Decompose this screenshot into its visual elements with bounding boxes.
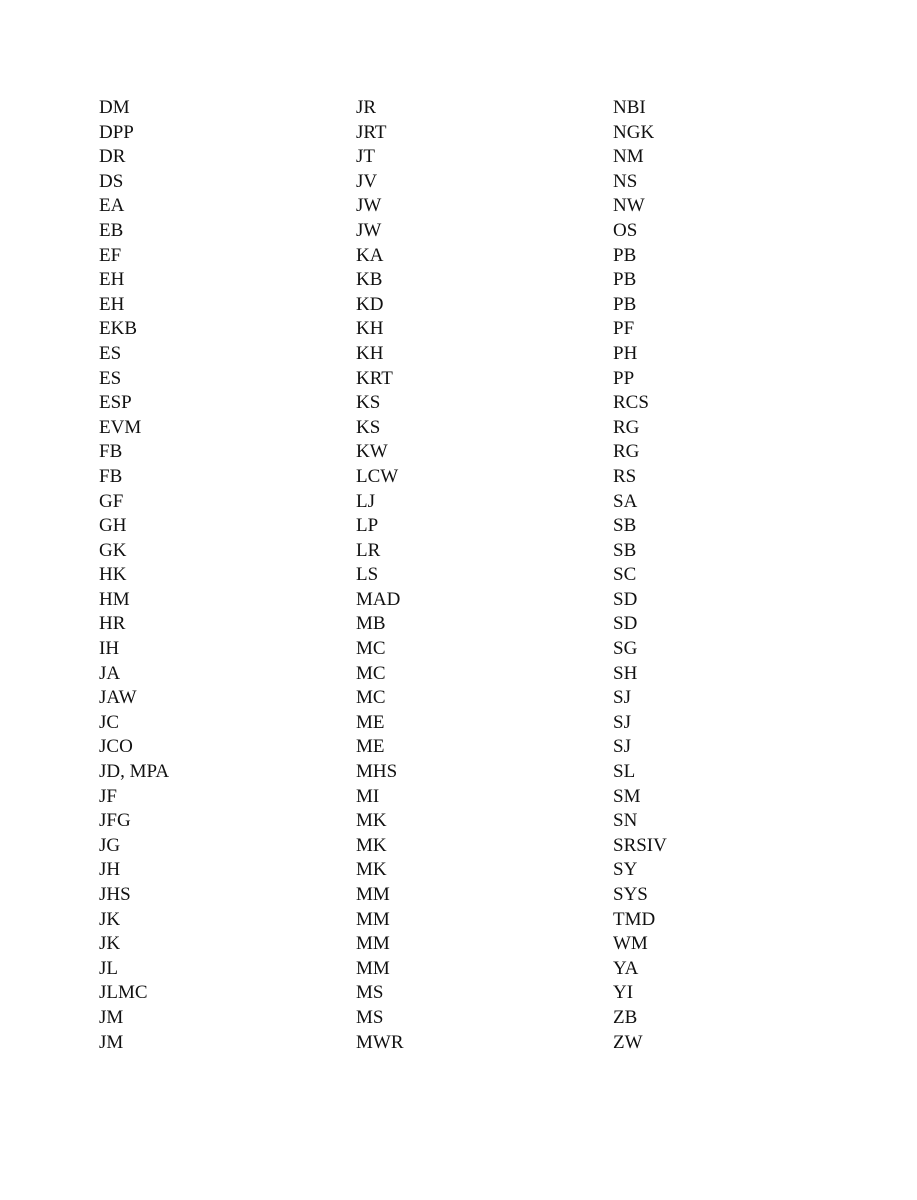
initials-entry: EF: [99, 244, 122, 266]
initials-entry: MK: [356, 810, 387, 832]
initials-entry: MM: [356, 933, 390, 955]
initials-entry: JD, MPA: [99, 761, 170, 783]
initials-entry: KB: [356, 269, 383, 291]
initials-entry: GK: [99, 539, 127, 561]
initials-entry: PB: [613, 244, 637, 266]
initials-entry: KD: [356, 293, 384, 315]
initials-entry: YI: [613, 982, 634, 1004]
initials-entry: TMD: [613, 908, 656, 930]
initials-entry: JM: [99, 1006, 124, 1028]
initials-entry: KS: [356, 416, 381, 438]
initials-entry: NM: [613, 146, 644, 168]
initials-entry: MC: [356, 687, 386, 709]
initials-entry: MHS: [356, 761, 398, 783]
initials-entry: SG: [613, 638, 638, 660]
initials-entry: ZW: [613, 1031, 643, 1053]
initials-entry: DS: [99, 170, 124, 192]
initials-entry: HM: [99, 588, 130, 610]
initials-entry: SY: [613, 859, 638, 881]
initials-entry: NS: [613, 170, 638, 192]
initials-entry: EKB: [99, 318, 137, 340]
initials-entry: FB: [99, 465, 123, 487]
initials-entry: JW: [356, 195, 382, 217]
initials-entry: GH: [99, 515, 127, 537]
initials-entry: SD: [613, 613, 638, 635]
initials-entry: SN: [613, 810, 638, 832]
initials-entry: JK: [99, 933, 121, 955]
initials-entry: JHS: [99, 884, 131, 905]
initials-entry: KA: [356, 244, 384, 266]
initials-entry: PH: [613, 342, 638, 364]
initials-entry: PB: [613, 269, 637, 291]
initials-entry: JH: [99, 859, 121, 881]
initials-entry: DR: [99, 146, 126, 168]
initials-entry: SYS: [613, 884, 648, 905]
initials-entry: KH: [356, 318, 384, 340]
initials-entry: JFG: [99, 810, 131, 832]
initials-entry: JR: [356, 97, 377, 118]
initials-entry: EH: [99, 269, 125, 291]
initials-entry: SRSIV: [613, 834, 667, 856]
initials-entry: PF: [613, 318, 635, 340]
initials-entry: LR: [356, 539, 381, 561]
initials-entry: MB: [356, 613, 386, 635]
initials-column-1: [99, 96, 169, 1055]
initials-entry: SM: [613, 785, 641, 807]
initials-entry: EVM: [99, 416, 142, 438]
initials-entry: JM: [99, 1031, 124, 1053]
initials-entry: ES: [99, 367, 122, 389]
initials-entry: JF: [99, 785, 117, 807]
initials-entry: IH: [99, 638, 120, 660]
initials-entry: MK: [356, 834, 387, 856]
initials-entry: SL: [613, 761, 636, 783]
initials-entry: ZB: [613, 1006, 638, 1028]
initials-entry: MWR: [356, 1031, 404, 1053]
initials-entry: MM: [356, 957, 390, 979]
initials-entry: MC: [356, 662, 386, 684]
initials-entry: JCO: [99, 736, 133, 758]
initials-entry: JAW: [99, 687, 137, 709]
initials-entry: MK: [356, 859, 387, 881]
initials-entry: SA: [613, 490, 638, 512]
initials-entry: KS: [356, 392, 381, 414]
initials-entry: DPP: [99, 121, 134, 143]
initials-entry: RG: [613, 416, 640, 438]
initials-entry: RS: [613, 465, 637, 487]
initials-entry: SH: [613, 662, 638, 684]
initials-entry: JT: [356, 146, 375, 168]
initials-entry: LCW: [356, 465, 399, 487]
initials-entry: JLMC: [99, 982, 148, 1004]
initials-entry: MS: [356, 982, 384, 1004]
initials-entry: JL: [99, 957, 118, 979]
initials-entry: MS: [356, 1006, 384, 1028]
initials-entry: ME: [356, 711, 385, 733]
initials-entry: OS: [613, 219, 638, 241]
initials-entry: HK: [99, 564, 127, 586]
initials-entry: JA: [99, 662, 121, 684]
initials-entry: SJ: [613, 711, 631, 733]
initials-entry: SD: [613, 588, 638, 610]
initials-column-3: [613, 96, 667, 1055]
initials-entry: SB: [613, 515, 637, 537]
initials-entry: JK: [99, 908, 121, 930]
initials-column-2: [356, 96, 404, 1055]
initials-entry: FB: [99, 441, 123, 463]
initials-entry: ME: [356, 736, 385, 758]
initials-entry: DM: [99, 97, 130, 118]
initials-entry: KRT: [356, 367, 393, 389]
initials-entry: MI: [356, 785, 380, 807]
initials-entry: JRT: [356, 121, 387, 143]
initials-entry: WM: [613, 933, 648, 955]
initials-entry: ES: [99, 342, 122, 364]
initials-entry: NGK: [613, 121, 655, 143]
initials-entry: MC: [356, 638, 386, 660]
initials-entry: HR: [99, 613, 126, 635]
initials-entry: LP: [356, 515, 379, 537]
initials-entry: RG: [613, 441, 640, 463]
initials-entry: LS: [356, 564, 379, 586]
initials-entry: JC: [99, 711, 120, 733]
initials-entry: GF: [99, 490, 124, 512]
initials-entry: YA: [613, 957, 639, 979]
initials-entry: EB: [99, 219, 124, 241]
initials-entry: KW: [356, 441, 388, 463]
initials-entry: MM: [356, 908, 390, 930]
initials-entry: ESP: [99, 392, 132, 414]
initials-entry: MAD: [356, 588, 401, 610]
initials-entry: JV: [356, 170, 378, 192]
initials-entry: JW: [356, 219, 382, 241]
initials-entry: JG: [99, 834, 121, 856]
initials-entry: KH: [356, 342, 384, 364]
initials-entry: NBI: [613, 97, 646, 118]
initials-entry: LJ: [356, 490, 375, 512]
initials-entry: PP: [613, 367, 635, 389]
initials-entry: RCS: [613, 392, 649, 414]
initials-entry: NW: [613, 195, 645, 217]
initials-entry: EH: [99, 293, 125, 315]
initials-entry: MM: [356, 884, 390, 905]
initials-entry: SJ: [613, 687, 631, 709]
initials-entry: EA: [99, 195, 125, 217]
initials-entry: SJ: [613, 736, 631, 758]
initials-entry: SB: [613, 539, 637, 561]
initials-entry: PB: [613, 293, 637, 315]
initials-entry: SC: [613, 564, 637, 586]
